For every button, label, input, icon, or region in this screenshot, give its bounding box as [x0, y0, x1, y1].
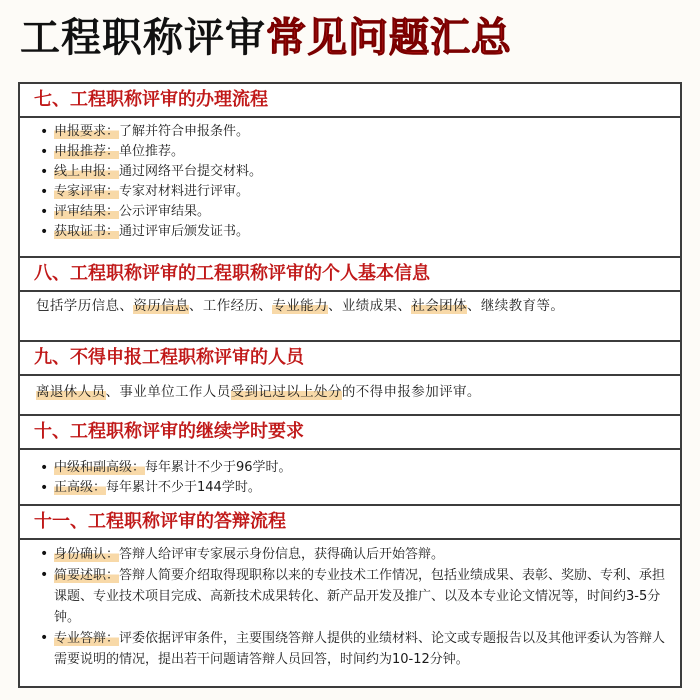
basic-info-paragraph [20, 296, 680, 317]
para-text: 、工作经历、 [188, 298, 273, 314]
item-key: 申报要求： [54, 124, 120, 139]
section-title: 十一、工程职称评审的答辩流程 [34, 511, 286, 532]
item-key: 专业答辩： [54, 631, 120, 646]
item-text: 每年累计不少于96学时。 [145, 460, 292, 475]
section-heading-8 [20, 256, 680, 292]
item-key: 线上申报： [54, 164, 120, 179]
list-item [40, 478, 666, 498]
item-text: 公示评审结果。 [119, 204, 211, 219]
list-item [40, 628, 666, 670]
section-body-9 [20, 382, 680, 403]
list-item [40, 565, 666, 628]
page-title-main: 工程职称评审 [20, 15, 266, 61]
para-text: 、业绩成果、 [327, 298, 412, 314]
list-item [40, 222, 666, 242]
item-key: 申报推荐： [54, 144, 120, 159]
para-highlight: 离退休人员 [36, 384, 106, 400]
section-title: 十、工程职称评审的继续学时要求 [34, 421, 304, 442]
section-heading-9 [20, 340, 680, 376]
item-text: 通过评审后颁发证书。 [119, 224, 250, 239]
section-title: 七、工程职称评审的办理流程 [34, 89, 268, 110]
para-highlight: 社会团体 [411, 298, 467, 314]
title-bar [0, 0, 700, 80]
section-heading-10 [20, 414, 680, 450]
hours-list [20, 458, 680, 498]
item-text: 每年累计不少于144学时。 [106, 480, 261, 495]
section-body-8 [20, 296, 680, 317]
list-item [40, 142, 666, 162]
item-key: 获取证书： [54, 224, 120, 239]
page-title-accent: 常见问题汇总 [266, 15, 512, 61]
section-title: 九、不得申报工程职称评审的人员 [34, 347, 304, 368]
list-item [40, 162, 666, 182]
list-item [40, 458, 666, 478]
section-body-10 [20, 458, 680, 498]
item-text: 评委依据评审条件，主要围绕答辩人提供的业绩材料、论文或专题报告以及其他评委认为答辩人需要说明的情况，提出若干问题请答辩人员回答，时间约为10-12分钟。 [54, 631, 666, 667]
item-key: 专家评审： [54, 184, 120, 199]
defense-list [20, 544, 680, 670]
para-text: 的不得申报参加评审。 [341, 384, 481, 400]
item-key: 评审结果： [54, 204, 120, 219]
item-key: 简要述职： [54, 568, 120, 583]
section-title: 八、工程职称评审的工程职称评审的个人基本信息 [34, 263, 430, 284]
item-text: 专家对材料进行评审。 [119, 184, 250, 199]
list-item [40, 544, 666, 565]
para-text: 、继续教育等。 [466, 298, 565, 314]
item-text: 了解并符合申报条件。 [119, 124, 250, 139]
item-key: 中级和副高级： [54, 460, 146, 475]
item-text: 答辩人简要介绍取得现职称以来的专业技术工作情况，包括业绩成果、表彰、奖励、专利、承担课题、专业技术项目完成、高新技术成果转化、新产品开发及推广、以及本专业论文情况等，时间约3-5分钟。 [54, 568, 666, 625]
ineligible-paragraph [20, 382, 680, 403]
section-heading-11 [20, 504, 680, 540]
para-highlight: 受到记过以上处分 [230, 384, 342, 400]
list-item [40, 122, 666, 142]
process-list [20, 122, 680, 242]
list-item [40, 202, 666, 222]
item-text: 单位推荐。 [119, 144, 185, 159]
section-body-11 [20, 544, 680, 670]
item-key: 正高级： [54, 480, 107, 495]
item-key: 身份确认： [54, 547, 120, 562]
para-text: 包括学历信息、 [36, 298, 134, 314]
section-heading-7 [20, 84, 680, 118]
item-text: 答辩人给评审专家展示身份信息，获得确认后开始答辩。 [119, 547, 445, 562]
para-highlight: 资历信息 [133, 298, 189, 314]
content-frame [18, 82, 682, 688]
list-item [40, 182, 666, 202]
item-text: 通过网络平台提交材料。 [119, 164, 263, 179]
para-highlight: 专业能力 [272, 298, 328, 314]
section-body-7 [20, 122, 680, 242]
page-title [20, 12, 512, 64]
para-text: 、事业单位工作人员 [105, 384, 231, 400]
